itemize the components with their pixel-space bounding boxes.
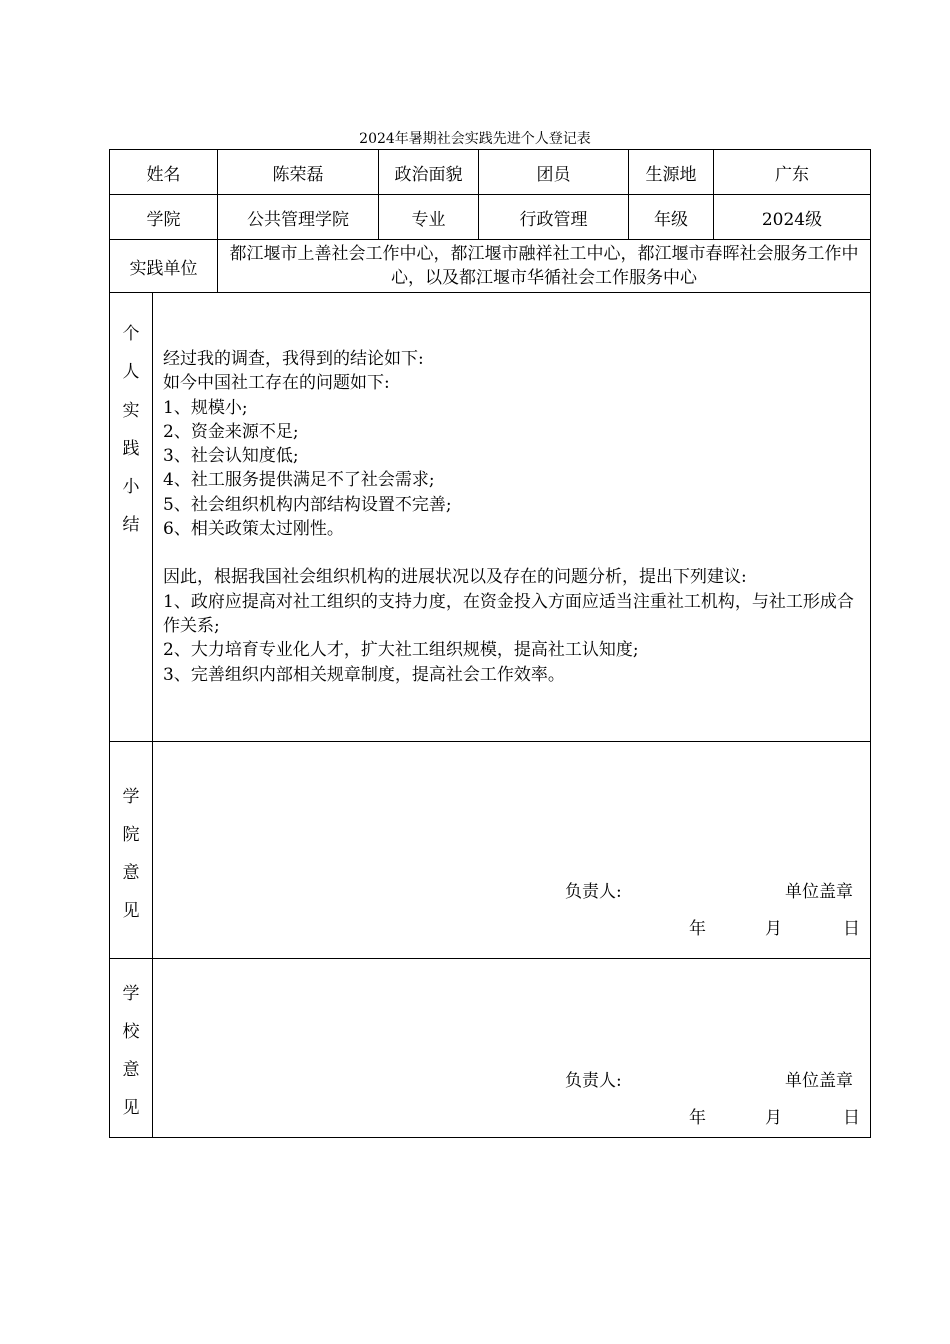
- school-opinion-char: 校: [122, 1022, 140, 1042]
- problem-item: 4、社工服务提供满足不了社会需求;: [163, 470, 435, 491]
- grade-value: 2024级: [714, 195, 871, 240]
- summary-label-char: 践: [122, 438, 140, 459]
- college-value: 公共管理学院: [218, 195, 379, 240]
- origin-value: 广东: [714, 150, 871, 195]
- name-value: 陈荣磊: [218, 150, 379, 195]
- college-opinion-content: [153, 742, 871, 959]
- row-study-info: [110, 195, 871, 240]
- form-title: 2024年暑期社会实践先进个人登记表: [359, 131, 591, 147]
- summary-intro: 经过我的调查，我得到的结论如下:: [163, 349, 424, 369]
- school-person-label: 负责人:: [565, 1071, 622, 1091]
- problem-item: 1、规模小;: [163, 397, 248, 418]
- political-label: 政治面貌: [379, 150, 479, 195]
- college-day: 日: [843, 919, 860, 939]
- school-stamp-label: 单位盖章: [785, 1071, 853, 1091]
- college-opinion-char: 见: [122, 901, 140, 921]
- practice-unit-label: 实践单位: [110, 240, 218, 293]
- row-college-opinion: [110, 742, 871, 959]
- school-opinion-char: 见: [122, 1098, 140, 1118]
- college-opinion-char: 学: [122, 787, 140, 807]
- college-year: 年: [689, 919, 706, 939]
- school-opinion-char: 学: [122, 984, 140, 1004]
- row-practice-unit: [110, 240, 871, 293]
- origin-label: 生源地: [629, 150, 714, 195]
- school-opinion-content: [153, 959, 871, 1138]
- summary-label-char: 个: [122, 324, 140, 344]
- major-label: 专业: [379, 195, 479, 240]
- problem-item: 3、社会认知度低;: [163, 446, 299, 467]
- college-label: 学院: [110, 195, 218, 240]
- problem-item: 5、社会组织机构内部结构设置不完善;: [163, 494, 452, 515]
- college-person-label: 负责人:: [565, 882, 622, 902]
- problem-item: 6、相关政策太过刚性。: [163, 519, 344, 540]
- summary-label-char: 人: [122, 362, 140, 383]
- name-label: 姓名: [110, 150, 218, 195]
- college-month: 月: [765, 919, 782, 939]
- college-opinion-char: 意: [122, 863, 140, 883]
- spacer: [163, 541, 862, 565]
- suggestion-item: 1、政府应提高对社工组织的支持力度，在资金投入方面应适当注重社工机构，与社工形成合作关系;: [163, 591, 854, 636]
- summary-label-char: 结: [122, 515, 140, 536]
- suggestions-title: 因此，根据我国社会组织机构的进展状况以及存在的问题分析，提出下列建议:: [163, 567, 747, 588]
- registration-table: [109, 149, 871, 1138]
- row-summary: [110, 293, 871, 742]
- school-day: 日: [843, 1108, 860, 1128]
- problem-item: 2、资金来源不足;: [163, 421, 299, 442]
- college-stamp-label: 单位盖章: [785, 882, 853, 902]
- row-school-opinion: [110, 959, 871, 1138]
- political-value: 团员: [479, 150, 629, 195]
- major-value: 行政管理: [479, 195, 629, 240]
- row-basic-info: [110, 150, 871, 195]
- practice-unit-value: 都江堰市上善社会工作中心，都江堰市融祥社工中心，都江堰市春晖社会服务工作中心，以及都江堰市华循社会工作服务中心: [218, 240, 871, 293]
- school-opinion-char: 意: [122, 1060, 140, 1080]
- school-month: 月: [765, 1108, 782, 1128]
- summary-label: [110, 293, 153, 742]
- summary-content: [153, 293, 871, 742]
- problems-title: 如今中国社工存在的问题如下:: [163, 373, 390, 394]
- summary-label-char: 小: [122, 477, 140, 498]
- college-opinion-label: [110, 742, 153, 959]
- school-opinion-label: [110, 959, 153, 1138]
- suggestion-item: 3、完善组织内部相关规章制度，提高社会工作效率。: [163, 664, 565, 685]
- college-opinion-char: 院: [122, 825, 140, 845]
- school-year: 年: [689, 1108, 706, 1128]
- suggestion-item: 2、大力培育专业化人才，扩大社工组织规模，提高社工认知度;: [163, 640, 639, 661]
- grade-label: 年级: [629, 195, 714, 240]
- summary-label-char: 实: [122, 400, 140, 421]
